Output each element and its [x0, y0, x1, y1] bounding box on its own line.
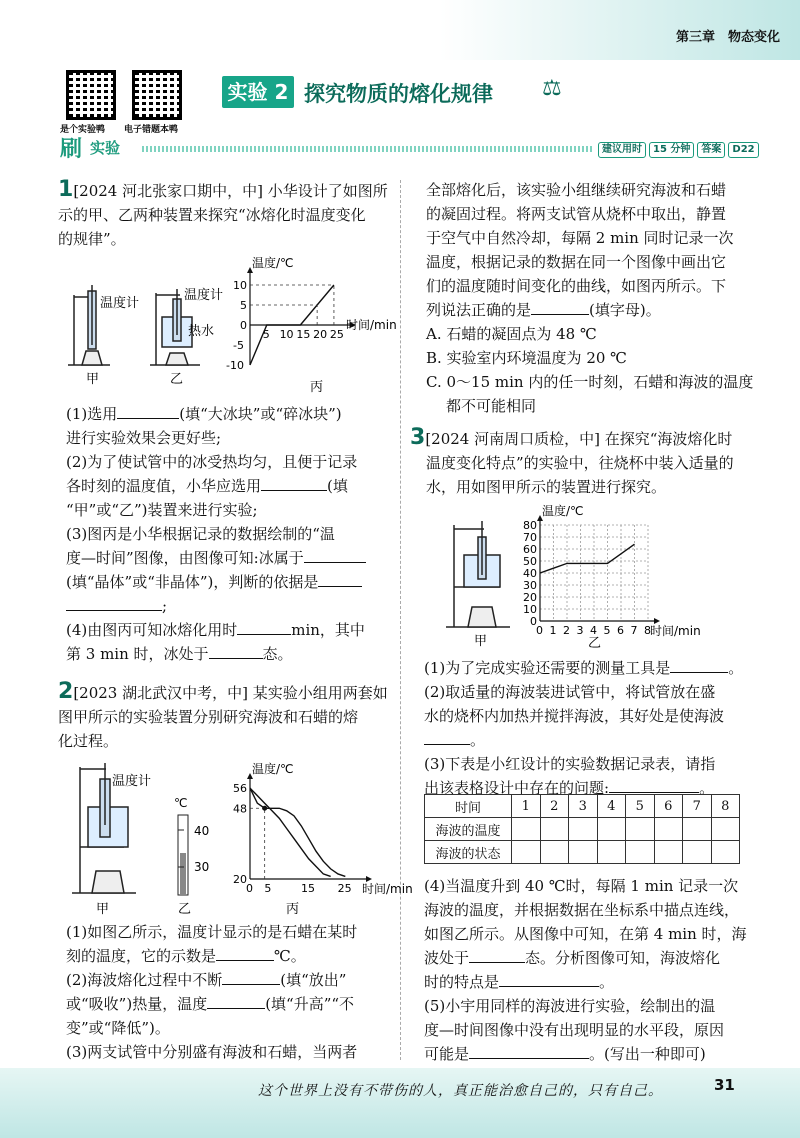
page-number: 31 — [714, 1076, 735, 1094]
q1-p3d: ; — [162, 597, 168, 615]
q2-line-0: [2023 湖北武汉中考，中] 某实验小组用两套如 — [73, 684, 388, 702]
x-tick-label: 25 — [329, 328, 344, 341]
q3-blank-4[interactable] — [469, 946, 525, 963]
data-point — [262, 806, 267, 811]
y-tick-label: -10 — [226, 359, 244, 372]
q3-p4c: 如图乙所示。从图像中可知，在第 4 min 时，海 — [424, 925, 747, 943]
table-cell[interactable] — [569, 818, 598, 841]
series-line — [540, 544, 635, 573]
x-tick-label: 0 — [246, 882, 253, 895]
x-tick-label: 8 — [644, 624, 651, 637]
q2-right-1: 的凝固过程。将两支试管从烧杯中取出，静置 — [426, 205, 727, 223]
table-cell[interactable] — [711, 818, 740, 841]
table-cell[interactable] — [626, 818, 655, 841]
table-cell[interactable] — [683, 818, 712, 841]
x-axis-label: 时间/min — [650, 624, 701, 638]
table-cell[interactable] — [626, 841, 655, 864]
x-tick-label: 4 — [590, 624, 597, 637]
q2-number: 2 — [58, 679, 74, 704]
x-tick-label: 1 — [549, 624, 557, 637]
q1-blank-1[interactable] — [117, 402, 179, 419]
q2-p2c: 或“吸收”)热量，温度 — [66, 995, 208, 1013]
q2-right-0: 全部熔化后，该实验小组继续研究海波和石蜡 — [426, 181, 727, 199]
table-cell[interactable] — [597, 818, 626, 841]
y-tick-label: 60 — [523, 543, 537, 556]
x-tick-label: 2 — [563, 624, 570, 637]
table-cell[interactable] — [654, 818, 683, 841]
table-cell[interactable] — [569, 841, 598, 864]
x-tick-label: 15 — [301, 882, 315, 895]
q2-chart — [233, 761, 413, 896]
q3-line-1: 温度变化特点”的实验中，往烧杯中装入适量的 — [426, 454, 734, 472]
x-tick-label: 25 — [337, 882, 352, 895]
q2-p2a: (2)海波熔化过程中不断 — [66, 971, 223, 989]
time-label: 建议用时 — [598, 142, 646, 158]
q2-parts — [66, 920, 396, 1064]
table-header-cell: 6 — [654, 795, 683, 818]
q3-p5b: 度—时间图像中没有出现明显的水平段，原因 — [424, 1021, 725, 1039]
q2-blank-4[interactable] — [531, 298, 589, 315]
q3-blank-2[interactable] — [424, 728, 470, 745]
q1-line-0: [2024 河北张家口期中，中] 小华设计了如图所 — [73, 182, 388, 200]
q2-figure — [66, 755, 413, 920]
q2-jia-label: 甲 — [96, 902, 110, 917]
y-tick-label: 10 — [523, 603, 537, 616]
table-cell[interactable] — [512, 818, 541, 841]
y-tick-label: 80 — [523, 519, 537, 532]
q1-p2c: (填 — [327, 477, 348, 495]
series-line — [250, 788, 331, 876]
q3-line-0: [2024 河南周口质检，中] 在探究“海波熔化时 — [425, 430, 733, 448]
q3-p3a: (3)下表是小红设计的实验数据记录表，请指 — [424, 755, 716, 773]
y-axis-label: 温度/℃ — [252, 762, 294, 776]
q1-p2d: “甲”或“乙”)装置来进行实验; — [66, 501, 258, 519]
q3-blank-5[interactable] — [499, 970, 599, 987]
q1-yi-label: 乙 — [170, 372, 184, 387]
q1-blank-4a[interactable] — [318, 570, 362, 587]
y-tick-label: 0 — [240, 319, 247, 332]
q2-option-c-cont: 都不可能相同 — [446, 397, 537, 415]
x-tick-label: 7 — [630, 624, 638, 637]
q2-p3a: (3)两支试管中分别盛有海波和石蜡，当两者 — [66, 1043, 358, 1061]
q2-line-1: 图甲所示的实验装置分别研究海波和石蜡的熔 — [58, 708, 359, 726]
footer-motto: 这个世界上没有不带伤的人，真正能治愈自己的，只有自己。 — [258, 1083, 663, 1099]
q1-line-1: 示的甲、乙两种装置来探究“冰熔化时温度变化 — [58, 206, 366, 224]
q2-bing-label: 丙 — [286, 902, 300, 917]
y-tick-label: 30 — [523, 579, 537, 592]
table-cell[interactable] — [540, 841, 569, 864]
y-tick-label: 56 — [233, 782, 247, 796]
q2-unit-label: ℃ — [174, 796, 188, 810]
q3-p4g: 。 — [599, 973, 615, 991]
table-header-cell: 1 — [512, 795, 541, 818]
y-tick-label: 50 — [523, 555, 537, 568]
table-cell[interactable] — [683, 841, 712, 864]
question-3 — [410, 426, 786, 499]
q1-p4c: 第 3 min 时，冰处于 — [66, 645, 209, 663]
q2-option-c[interactable]: C. 0～15 min 内的任一时刻，石蜡和海波的温度 — [426, 373, 754, 391]
time-info — [598, 142, 759, 158]
q3-p2c: 。 — [470, 731, 486, 749]
q3-apparatus-jia — [446, 521, 510, 627]
x-tick-label: 15 — [296, 328, 311, 341]
x-tick-label: 5 — [603, 624, 611, 637]
footer-band — [0, 1068, 800, 1138]
q1-thermo2-label: 温度计 — [184, 288, 224, 303]
q2-p1a: (1)如图乙所示，温度计显示的是石蜡在某时 — [66, 923, 358, 941]
q1-blank-2[interactable] — [261, 474, 327, 491]
q1-p3b: 度—时间”图像，由图像可知:冰属于 — [66, 549, 304, 567]
q1-p1b: (填“大冰块”或“碎冰块”) — [179, 405, 342, 423]
q2-continued — [426, 178, 786, 418]
q1-p1a: (1)选用 — [66, 405, 118, 423]
q2-right-3: 温度，根据记录的数据在同一个图像中画出它 — [426, 253, 727, 271]
q3-p4a: (4)当温度升到 40 ℃时，每隔 1 min 记录一次 — [424, 877, 739, 895]
q3-p1a: (1)为了完成实验还需要的测量工具是 — [424, 659, 671, 677]
q1-figure — [60, 255, 400, 395]
experiment-title: 探究物质的熔化规律 — [304, 82, 493, 106]
q2-option-b[interactable]: B. 实验室内环境温度为 20 ℃ — [426, 349, 627, 367]
balance-icon: ⚖ — [542, 76, 562, 101]
q3-number: 3 — [410, 425, 426, 450]
q3-table — [424, 794, 740, 864]
table-row-label: 海波的状态 — [425, 841, 512, 864]
q1-number: 1 — [58, 177, 74, 202]
time-value: 15 分钟 — [649, 142, 694, 158]
q2-thermo-label: 温度计 — [112, 774, 152, 789]
q2-blank-3[interactable] — [207, 992, 265, 1009]
qr-label-2: 电子错题本鸭 — [124, 125, 179, 135]
table-header-cell: 2 — [540, 795, 569, 818]
x-tick-label: 5 — [264, 882, 272, 895]
q3-p3c: 。 — [699, 779, 715, 797]
q1-parts — [66, 402, 396, 666]
y-axis-label: 温度/℃ — [252, 256, 294, 270]
q3-p4f: 时的特点是 — [424, 973, 500, 991]
q3-chart — [523, 503, 701, 638]
q1-chart — [226, 255, 397, 372]
q3-p4b: 海波的温度，并根据数据在坐标系中描点连线， — [424, 901, 740, 919]
x-axis-label: 时间/min — [362, 882, 413, 896]
table-header-cell: 时间 — [425, 795, 512, 818]
q1-blank-5[interactable] — [237, 618, 291, 635]
q1-water-label: 热水 — [188, 324, 215, 339]
y-tick-label: 48 — [233, 802, 247, 816]
table-header-cell: 4 — [597, 795, 626, 818]
q2-right-4: 们的温度随时间变化的曲线，如图丙所示。下 — [426, 277, 727, 295]
y-tick-label: -5 — [233, 339, 244, 352]
x-tick-label: 5 — [262, 328, 270, 341]
q1-p4b: min，其中 — [291, 621, 365, 639]
q1-line-2: 的规律”。 — [58, 230, 126, 248]
q3-p3b: 出该表格设计中存在的问题: — [424, 779, 610, 797]
y-tick-label: 20 — [523, 591, 537, 604]
q3-p5c: 可能是 — [424, 1045, 470, 1063]
q2-option-a[interactable]: A. 石蜡的凝固点为 48 ℃ — [426, 325, 597, 343]
q2-tick-40: 40 — [194, 824, 210, 838]
q1-p4d: 态。 — [262, 645, 293, 663]
q2-blank-1[interactable] — [216, 944, 274, 961]
q1-p1c: 进行实验效果会更好些; — [66, 429, 222, 447]
q2-p3c: (填字母)。 — [589, 301, 661, 319]
q3-p1b: 。 — [728, 659, 744, 677]
x-tick-label: 6 — [617, 624, 624, 637]
q3-parts — [424, 656, 786, 800]
table-header-cell: 5 — [626, 795, 655, 818]
q2-p3b: 列说法正确的是 — [426, 301, 532, 319]
q1-p4a: (4)由图丙可知冰熔化用时 — [66, 621, 238, 639]
q2-blank-2[interactable] — [222, 968, 280, 985]
x-axis-label: 时间/min — [346, 318, 397, 332]
q3-p4e: 态。分析图像可知，海波熔化 — [525, 949, 721, 967]
chapter-title: 第三章 物态变化 — [675, 30, 780, 45]
dotted-rule — [142, 146, 592, 152]
q3-p5d: 。(写出一种即可) — [589, 1045, 706, 1063]
table-cell[interactable] — [597, 841, 626, 864]
q3-blank-3[interactable] — [609, 776, 699, 793]
q2-right-2: 于空气中自然冷却，每隔 2 min 同时记录一次 — [426, 229, 734, 247]
answer-label: 答案 — [697, 142, 725, 158]
x-tick-label: 10 — [279, 328, 294, 341]
q2-p2b: (填“放出” — [280, 971, 347, 989]
y-tick-label: 0 — [530, 615, 537, 628]
table-header-row — [425, 795, 740, 818]
section-mark: 刷 — [60, 137, 83, 162]
question-2 — [58, 680, 398, 753]
x-tick-label: 0 — [536, 624, 543, 637]
q3-parts-2 — [424, 874, 786, 1066]
table-header-cell: 3 — [569, 795, 598, 818]
qr-code-2[interactable] — [132, 70, 182, 120]
table-header-cell: 7 — [683, 795, 712, 818]
q1-jia-label: 甲 — [86, 372, 100, 387]
q1-bing-label: 丙 — [310, 380, 324, 395]
qr-label-1: 是个实验鸭 — [60, 125, 106, 135]
series-line — [250, 788, 345, 876]
q2-tick-30: 30 — [194, 860, 210, 874]
q2-p2e: 变”或“降低”)。 — [66, 1019, 170, 1037]
q2-thermometer-yi — [178, 815, 188, 895]
q3-p5a: (5)小宇用同样的海波进行实验，绘制出的温 — [424, 997, 716, 1015]
q1-blank-4b[interactable] — [66, 594, 162, 611]
y-tick-label: 70 — [523, 531, 537, 544]
q1-p2b: 各时刻的温度值，小华应选用 — [66, 477, 262, 495]
q2-p1b: 刻的温度，它的示数是 — [66, 947, 217, 965]
answer-value: D22 — [728, 142, 758, 158]
table-cell[interactable] — [654, 841, 683, 864]
y-tick-label: 40 — [523, 567, 537, 580]
table-row-label: 海波的温度 — [425, 818, 512, 841]
table-cell[interactable] — [512, 841, 541, 864]
q1-blank-6[interactable] — [209, 642, 263, 659]
y-tick-label: 5 — [240, 299, 247, 312]
q3-jia-label: 甲 — [474, 634, 488, 649]
y-tick-label: 20 — [233, 873, 247, 886]
q1-p2a: (2)为了使试管中的冰受热均匀，且便于记录 — [66, 453, 358, 471]
q3-p4d: 波处于 — [424, 949, 470, 967]
column-divider — [400, 180, 401, 1060]
table-cell[interactable] — [711, 841, 740, 864]
q2-yi-label: 乙 — [178, 902, 192, 917]
y-axis-label: 温度/℃ — [542, 504, 584, 518]
q2-p2d: (填“升高”“不 — [265, 995, 355, 1013]
q1-p3c: (填“晶体”或“非晶体”)，判断的依据是 — [66, 573, 319, 591]
section-label: 实验 — [90, 139, 121, 157]
y-tick-label: 10 — [233, 279, 247, 292]
x-tick-label: 3 — [576, 624, 584, 637]
q3-figure — [440, 504, 740, 655]
q2-p1c: ℃。 — [274, 947, 306, 965]
q3-p2a: (2)取适量的海波装进试管中，将试管放在盛 — [424, 683, 716, 701]
table-row — [425, 818, 740, 841]
x-tick-label: 20 — [313, 328, 328, 341]
q3-line-2: 水，用如图甲所示的装置进行探究。 — [426, 478, 667, 496]
q2-line-2: 化过程。 — [58, 732, 119, 750]
q1-p3a: (3)图丙是小华根据记录的数据绘制的“温 — [66, 525, 335, 543]
q3-blank-6[interactable] — [469, 1042, 589, 1059]
question-1 — [58, 178, 398, 251]
q3-p2b: 水的烧杯内加热并搅拌海波，其好处是使海波 — [424, 707, 725, 725]
q3-yi-label: 乙 — [588, 636, 602, 651]
table-cell[interactable] — [540, 818, 569, 841]
table-row — [425, 841, 740, 864]
q1-thermo1-label: 温度计 — [100, 296, 140, 311]
q3-blank-1[interactable] — [670, 656, 728, 673]
qr-code-1[interactable] — [66, 70, 116, 120]
q1-blank-3[interactable] — [304, 546, 366, 563]
experiment-badge: 实验 2 — [222, 76, 294, 108]
table-header-cell: 8 — [711, 795, 740, 818]
